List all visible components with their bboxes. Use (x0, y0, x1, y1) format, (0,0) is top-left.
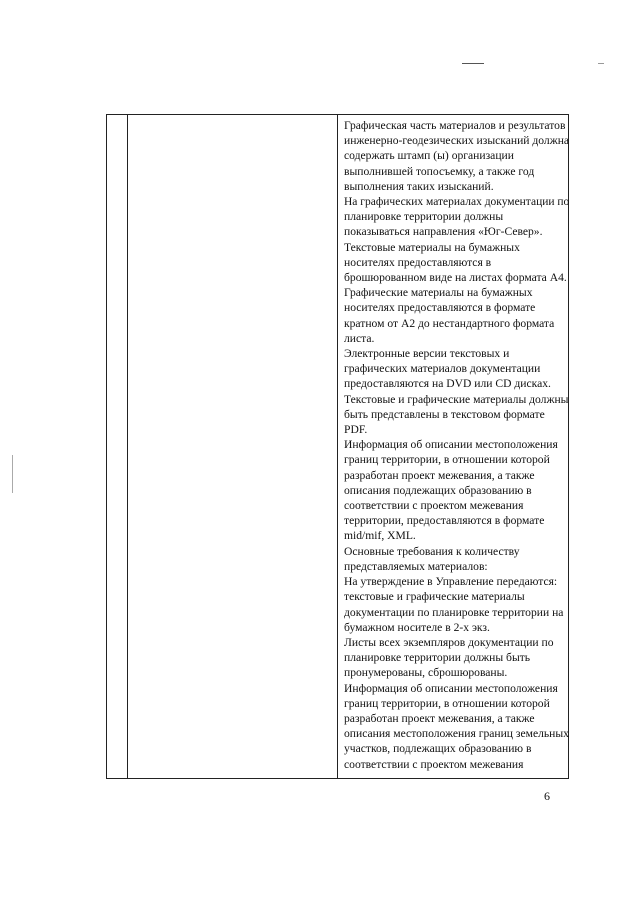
text-line: соответствии с проектом межевания (344, 757, 524, 771)
text-line: Графические материалы на бумажных (344, 286, 533, 300)
text-line: Информация об описании местоположения (344, 681, 558, 695)
text-line: Графическая часть материалов и результатов (344, 119, 566, 132)
table-column-divider (337, 115, 338, 778)
text-line: На графических материалах документации по (344, 195, 570, 209)
text-line: планировке территории должны быть (344, 651, 531, 665)
requirements-table (106, 114, 569, 779)
text-line: Текстовые материалы на бумажных (344, 240, 520, 254)
text-line: границ территории, в отношении которой (344, 696, 550, 710)
text-line: инженерно-геодезических изысканий должна (344, 134, 570, 148)
scan-artifact (462, 63, 484, 64)
text-line: территории, предоставляются в формате (344, 514, 545, 528)
requirements-cell (344, 118, 569, 772)
text-line: Листы всех экземпляров документации по (344, 635, 554, 649)
text-line: планировке территории должны (344, 210, 504, 224)
text-line: описания подлежащих образованию в (344, 483, 532, 497)
text-line: выполнения таких изысканий. (344, 179, 494, 193)
text-line: соответствии с проектом межевания (344, 499, 524, 513)
text-line: выполнившей топосъемку, а также год (344, 164, 535, 178)
text-line: листа. (344, 331, 375, 345)
text-line: разработан проект межевания, а также (344, 711, 535, 725)
text-line: предоставляются на DVD или CD дисках. (344, 377, 551, 391)
text-line: Электронные версии текстовых и (344, 347, 510, 361)
scan-artifact (12, 455, 13, 493)
text-line: содержать штамп (ы) организации (344, 149, 514, 163)
text-line: текстовые и графические материалы (344, 590, 525, 604)
text-line: бумажном носителе в 2-х экз. (344, 620, 490, 634)
text-line: кратном от А2 до нестандартного формата (344, 316, 555, 330)
text-line: PDF. (344, 423, 368, 437)
text-line: Текстовые и графические материалы должны (344, 392, 569, 406)
page-number: 6 (544, 789, 550, 803)
text-line: участков, подлежащих образованию в (344, 742, 532, 756)
text-line: границ территории, в отношении которой (344, 453, 550, 467)
text-line: брошюрованном виде на листах формата А4. (344, 271, 567, 285)
text-line: представляемых материалов: (344, 559, 488, 573)
text-line: Основные требования к количеству (344, 544, 520, 558)
text-line: носителях предоставляются в формате (344, 301, 536, 315)
text-line: носителях предоставляются в (344, 255, 492, 269)
scan-artifact (598, 63, 604, 64)
text-line: Информация об описании местоположения (344, 438, 558, 452)
text-line: пронумерованы, сброшюрованы. (344, 666, 508, 680)
text-line: показываться направления «Юг-Север». (344, 225, 543, 239)
table-column-divider (127, 115, 128, 778)
text-line: На утверждение в Управление передаются: (344, 575, 558, 589)
text-line: разработан проект межевания, а также (344, 468, 535, 482)
text-line: быть представлены в текстовом формате (344, 407, 545, 421)
text-line: документации по планировке территории на (344, 605, 564, 619)
text-line: описания местоположения границ земельных (344, 727, 569, 741)
text-line: графических материалов документации (344, 362, 541, 376)
text-line: mid/mif, XML. (344, 529, 416, 543)
